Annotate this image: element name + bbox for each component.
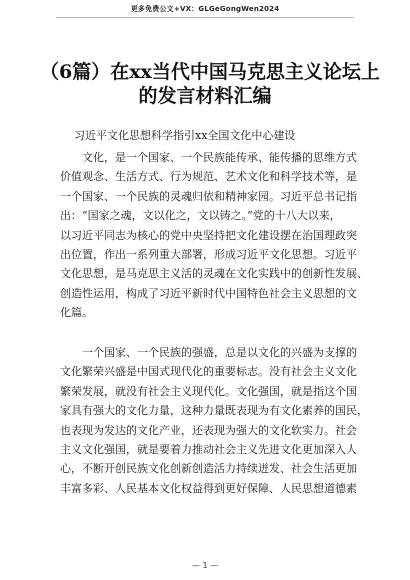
paragraph-line: 文化繁荣兴盛是中国式现代化的重要标志。没有社会主义文化	[60, 365, 357, 379]
paragraph-line: 出：“国家之魂，文以化之，文以铸之。”党的十八大以来，	[60, 209, 341, 223]
title-line-1: （6篇）在xx当代中国马克思主义论坛上	[40, 61, 380, 83]
section-byline: 习近平文化思想科学指引xx全国文化中心建设	[74, 129, 296, 142]
paragraph-1	[60, 148, 368, 323]
title-line-2: 的发言材料汇编	[138, 85, 272, 107]
paragraph-line: 以习近平同志为核心的党中央坚持把文化建设摆在治国理政突	[60, 228, 357, 242]
document-title	[40, 60, 380, 108]
paragraph-line: 主义文化强国，就是要着力推动社会主义先进文化更加深入人	[60, 442, 357, 456]
paragraph-line: 一个国家、一个民族的强盛，总是以文化的兴盛为支撑的	[82, 346, 357, 359]
paragraph-line: 创造性运用，构成了习近平新时代中国特色社会主义思想的文	[60, 286, 357, 300]
paragraph-line: 家具有强大的文化力量，这种力量既表现为有文化素养的国民，	[60, 404, 368, 418]
page-header-text: 更多免费公文+VX：GLGeGongWen2024	[130, 5, 280, 13]
paragraph-line: 化篇。	[60, 306, 93, 320]
header-divider	[56, 17, 354, 18]
paragraph-line: 一个国家、一个民族的灵魂归依和精神家园。习近平总书记指	[60, 189, 357, 203]
paragraph-line: 出位置，作出一系列重大部署，形成习近平文化思想。习近平	[60, 247, 357, 261]
page-number: — 1 —	[191, 561, 219, 570]
paragraph-line: 文化思想，是马克思主义活的灵魂在文化实践中的创新性发展、	[60, 267, 368, 281]
paragraph-line: 繁荣发展，就没有社会主义现代化。文化强国，就是指这个国	[60, 384, 357, 398]
paragraph-line: 价值观念、生活方式、行为规范、艺术文化和科学技术等，是	[60, 170, 357, 184]
paragraph-line: 心，不断开创民族文化创新创造活力持续迸发、社会生活更加	[60, 462, 357, 476]
paragraph-line: 也表现为发达的文化产业，还表现为强大的文化软实力。社会	[60, 423, 357, 437]
paragraph-2	[60, 343, 368, 498]
paragraph-line: 丰富多彩、人民基本文化权益得到更好保障、人民思想道德素	[60, 481, 357, 495]
paragraph-line: 文化，是一个国家、一个民族能传承、能传播的思维方式	[82, 151, 357, 164]
